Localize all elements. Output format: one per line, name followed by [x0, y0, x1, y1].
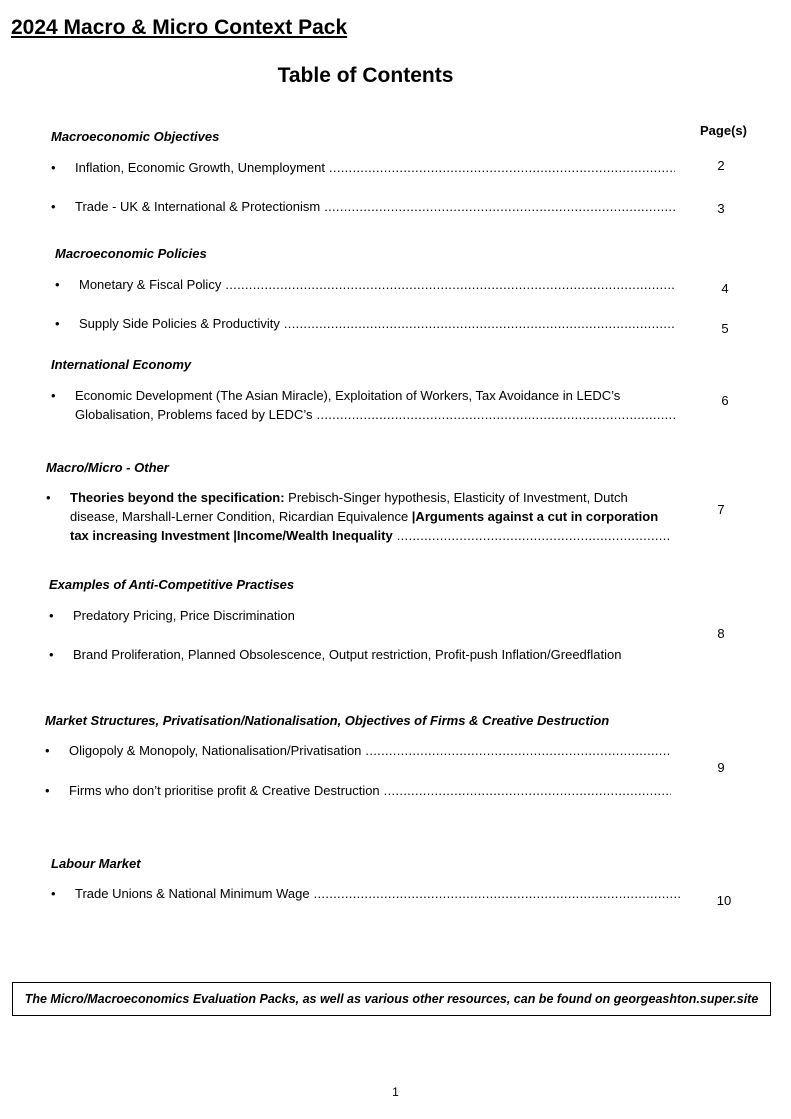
section-heading-macro-micro-other: Macro/Micro - Other: [46, 460, 169, 475]
toc-page-number: 10: [716, 893, 732, 908]
toc-entry[interactable]: [75, 197, 675, 216]
toc-entry-bold-text: |Arguments against a cut in corporation: [411, 509, 659, 524]
resources-note-box: [12, 982, 771, 1016]
bullet-icon: •: [51, 160, 56, 175]
toc-entry[interactable]: [69, 781, 671, 800]
toc-entry[interactable]: [79, 314, 674, 333]
section-heading-macro-policies: Macroeconomic Policies: [55, 246, 207, 261]
toc-page-number: 6: [721, 393, 729, 408]
toc-entry-text: Prebisch-Singer hypothesis, Elasticity of Investment, Dutch: [284, 490, 628, 505]
toc-entry-text: Trade - UK & International & Protectionism: [75, 199, 321, 214]
toc-page-number: 7: [717, 502, 725, 517]
toc-page-number: 9: [717, 760, 725, 775]
section-heading-labour-market: Labour Market: [51, 856, 141, 871]
pages-column-header: Page(s): [700, 123, 747, 138]
toc-entry-bold-text: tax increasing Investment |Income/Wealth Inequality: [70, 528, 393, 543]
toc-entry-text: Inflation, Economic Growth, Unemployment: [75, 160, 325, 175]
toc-entry-text: Firms who don’t prioritise profit & Creative Destruction: [69, 783, 380, 798]
bullet-icon: •: [55, 316, 60, 331]
toc-page-number: 8: [717, 626, 725, 641]
toc-entry[interactable]: [75, 158, 675, 177]
section-heading-anti-competitive: Examples of Anti-Competitive Practises: [49, 577, 295, 592]
bullet-icon: •: [51, 886, 56, 901]
toc-entry[interactable]: [69, 741, 671, 760]
bullet-icon: •: [45, 783, 50, 798]
section-heading-international-economy: International Economy: [51, 357, 192, 372]
section-heading-macro-objectives: Macroeconomic Objectives: [51, 129, 220, 144]
toc-page-number: 4: [721, 281, 729, 296]
page-number: 1: [392, 1085, 399, 1099]
toc-entry[interactable]: [75, 386, 675, 424]
document-title: 2024 Macro & Micro Context Pack: [11, 16, 348, 39]
toc-entry-text: disease, Marshall-Lerner Condition, Ricardian Equivalence: [70, 509, 412, 524]
toc-entry[interactable]: [75, 884, 682, 903]
toc-entry[interactable]: Brand Proliferation, Planned Obsolescence, Output restriction, Profit-push Inflation/Greedflation: [73, 647, 622, 662]
bullet-icon: •: [55, 277, 60, 292]
toc-entry-text: Trade Unions & National Minimum Wage: [75, 886, 310, 901]
table-of-contents-heading: Table of Contents: [277, 64, 454, 87]
bullet-icon: •: [51, 388, 56, 403]
toc-entry[interactable]: [70, 488, 670, 545]
bullet-icon: •: [49, 608, 54, 623]
toc-entry-bold-lead: Theories beyond the specification:: [70, 490, 285, 505]
bullet-icon: •: [45, 743, 50, 758]
section-heading-market-structures: Market Structures, Privatisation/Nationalisation, Objectives of Firms & Creative Destruction: [45, 713, 610, 728]
toc-page-number: 2: [717, 158, 725, 173]
toc-entry[interactable]: Predatory Pricing, Price Discrimination: [73, 608, 295, 623]
toc-entry-text: Globalisation, Problems faced by LEDC’s: [75, 407, 313, 422]
bullet-icon: •: [51, 199, 56, 214]
toc-entry-text: Monetary & Fiscal Policy: [79, 277, 222, 292]
toc-page-number: 3: [717, 201, 725, 216]
toc-page-number: 5: [721, 321, 729, 336]
toc-entry[interactable]: [79, 275, 674, 294]
bullet-icon: •: [49, 647, 54, 662]
toc-entry-text: Supply Side Policies & Productivity: [79, 316, 280, 331]
resources-note: The Micro/Macroeconomics Evaluation Packs, as well as various other resources, can be found on georgeashton.super.site: [24, 992, 759, 1006]
toc-entry-line: Economic Development (The Asian Miracle), Exploitation of Workers, Tax Avoidance in LEDC’s: [75, 388, 621, 403]
toc-entry-text: Oligopoly & Monopoly, Nationalisation/Privatisation: [69, 743, 362, 758]
bullet-icon: •: [46, 490, 51, 505]
